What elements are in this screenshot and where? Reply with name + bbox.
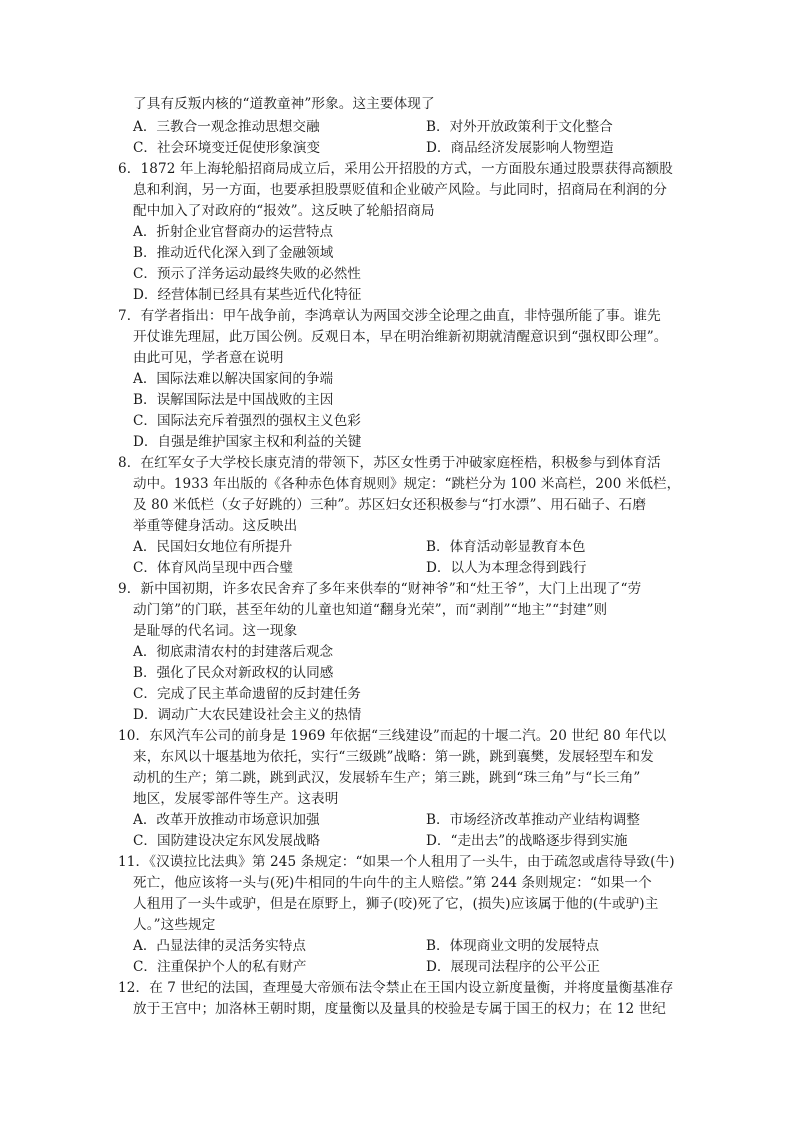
q8-option-b: B．体育活动彰显教育本色 bbox=[426, 539, 586, 555]
question-8-line-3: 及 80 米低栏（女子好跳的）三种”。苏区妇女还积极参与“打水漂”、用石础子、石磨 bbox=[133, 497, 647, 513]
question-9-line-3: 是耻辱的代名词。这一现象 bbox=[133, 623, 298, 639]
q7-option-c: C．国际法充斥着强烈的强权主义色彩 bbox=[133, 413, 361, 429]
q11-option-c: C．注重保护个人的私有财产 bbox=[133, 959, 307, 975]
q9-option-d: D．调动广大农民建设社会主义的热情 bbox=[133, 707, 362, 723]
question-11-line-4: 人。”这些规定 bbox=[133, 917, 216, 933]
question-8-line-2: 动中。1933 年出版的《各种赤色体育规则》规定：“跳栏分为 100 米高栏，200 米低栏， bbox=[133, 476, 681, 492]
q11-option-b: B．体现商业文明的发展特点 bbox=[426, 938, 600, 954]
question-7-line-1: 7．有学者指出：甲午战争前，李鸿章认为两国交涉全论理之曲直，非恃强所能了事。谁先 bbox=[118, 308, 661, 324]
q10-option-b: B．市场经济改革推动产业结构调整 bbox=[426, 812, 640, 828]
question-10-line-3: 动机的生产；第二跳，跳到武汉，发展轿车生产；第三跳，跳到“珠三角”与“长三角” bbox=[133, 770, 641, 786]
question-12-line-2: 放于王宫中；加洛林王朝时期，度量衡以及量具的校验是专属于国王的权力；在 12 世纪 bbox=[133, 1001, 667, 1017]
question-6-line-1: 6．1872 年上海轮船招商局成立后，采用公开招股的方式，一方面股东通过股票获得高额股 bbox=[118, 161, 673, 177]
q6-option-c: C．预示了洋务运动最终失败的必然性 bbox=[133, 266, 361, 282]
q7-option-d: D．自强是维护国家主权和利益的关键 bbox=[133, 434, 362, 450]
q11-option-d: D．展现司法程序的公平公正 bbox=[426, 959, 601, 975]
q11-option-a: A．凸显法律的灵活务实特点 bbox=[133, 938, 306, 954]
q10-option-d: D．“走出去”的战略逐步得到实施 bbox=[426, 833, 628, 849]
q6-option-d: D．经营体制已经具有某些近代化特征 bbox=[133, 287, 362, 303]
question-5-text: 了具有反叛内核的“道教童神”形象。这主要体现了 bbox=[133, 96, 435, 112]
question-9-line-1: 9．新中国初期，许多农民舍弃了多年来供奉的“财神爷”和“灶王爷”，大门上出现了“劳 bbox=[118, 581, 642, 597]
q9-option-a: A．彻底肃清农村的封建落后观念 bbox=[133, 644, 334, 660]
question-10-line-1: 10．东风汽车公司的前身是 1969 年依据“三线建设”而起的十堰二汽。20 世纪 80 年代以 bbox=[118, 728, 667, 744]
q8-option-d: D．以人为本理念得到践行 bbox=[426, 560, 587, 576]
question-11-line-3: 人租用了一头牛或驴，但是在原野上，狮子(咬)死了它，(损失)应该属于他的(牛或驴)主 bbox=[133, 896, 659, 912]
question-6-line-3: 配中加入了对政府的“报效”。这反映了轮船招商局 bbox=[133, 203, 435, 219]
q9-option-b: B．强化了民众对新政权的认同感 bbox=[133, 665, 334, 681]
question-9-line-2: 动门第”的门联，甚至年幼的儿童也知道“翻身光荣”，而“剥削”“地主”“封建”则 bbox=[133, 602, 608, 618]
question-11-line-2: 死亡，他应该将一头与(死)牛相同的牛向牛的主人赔偿。”第 244 条则规定：“如果一个 bbox=[133, 875, 652, 891]
question-8-line-4: 举重等健身活动。这反映出 bbox=[133, 518, 298, 534]
question-10-line-4: 地区，发展零部件等生产。这表明 bbox=[133, 791, 339, 807]
q5-option-a: A．三教合一观念推动思想交融 bbox=[133, 119, 320, 135]
q5-option-c: C．社会环境变迁促使形象演变 bbox=[133, 140, 321, 156]
q9-option-c: C．完成了民主革命遗留的反封建任务 bbox=[133, 686, 361, 702]
q8-option-c: C．体育风尚呈现中西合璧 bbox=[133, 560, 293, 576]
question-6-line-2: 息和利润，另一方面，也要承担股票贬值和企业破产风险。与此同时，招商局在利润的分 bbox=[133, 182, 668, 198]
question-10-line-2: 来，东风以十堰基地为依托，实行“三级跳”战略：第一跳，跳到襄樊，发展轻型车和发 bbox=[133, 749, 654, 765]
q6-option-b: B．推动近代化深入到了金融领域 bbox=[133, 245, 334, 261]
q6-option-a: A．折射企业官督商办的运营特点 bbox=[133, 224, 334, 240]
q7-option-b: B．误解国际法是中国战败的主因 bbox=[133, 392, 334, 408]
question-8-line-1: 8．在红军女子大学校长康克清的带领下，苏区女性勇于冲破家庭桎梏，积极参与到体育活 bbox=[118, 455, 661, 471]
q5-option-b: B．对外开放政策利于文化整合 bbox=[426, 119, 613, 135]
q10-option-c: C．国防建设决定东风发展战略 bbox=[133, 833, 321, 849]
q10-option-a: A．改革开放推动市场意识加强 bbox=[133, 812, 320, 828]
q5-option-d: D．商品经济发展影响人物塑造 bbox=[426, 140, 614, 156]
question-12-line-1: 12．在 7 世纪的法国，查理曼大帝颁布法令禁止在王国内设立新度量衡，并将度量衡基准存 bbox=[118, 980, 674, 996]
q7-option-a: A．国际法难以解决国家间的争端 bbox=[133, 371, 334, 387]
question-7-line-3: 由此可见，学者意在说明 bbox=[133, 350, 284, 366]
q8-option-a: A．民国妇女地位有所提升 bbox=[133, 539, 293, 555]
question-11-line-1: 11．《汉谟拉比法典》第 245 条规定：“如果一个人租用了一头牛，由于疏忽或虐待导致(牛) bbox=[118, 854, 675, 870]
question-7-line-2: 开仗谁先理屈，此万国公例。反观日本，早在明治维新初期就清醒意识到“强权即公理”。 bbox=[133, 329, 668, 345]
